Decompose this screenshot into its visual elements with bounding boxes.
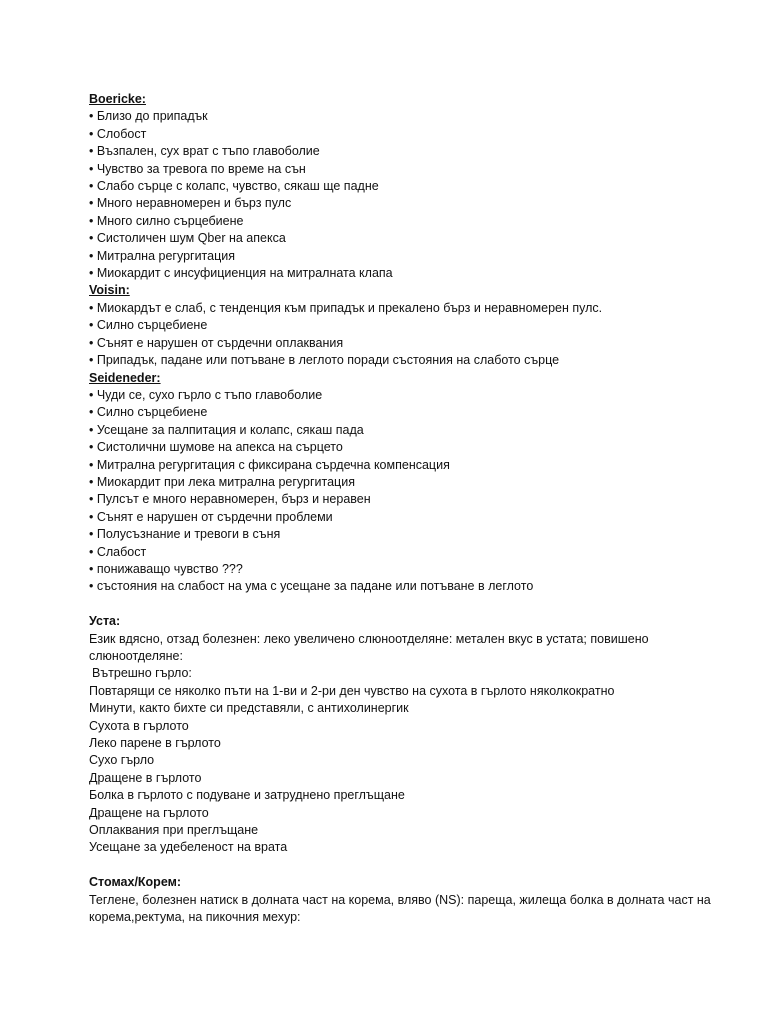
list-item: • Усещане за палпитация и колапс, сякаш пада <box>89 422 364 437</box>
list-item: • Сънят е нарушен от сърдечни оплаквания <box>89 335 344 350</box>
list-item: • Чувство за тревога по време на сън <box>89 161 306 176</box>
list-item: • Сънят е нарушен от сърдечни проблеми <box>89 509 333 524</box>
text-line: Сухо гърло <box>89 753 155 768</box>
text-line: Усещане за удебеленост на врата <box>89 840 288 855</box>
list-item: • Миокардит при лека митрална регургитация <box>89 474 355 489</box>
list-item: • Силно сърцебиене <box>89 318 208 333</box>
section-heading-voisin: Voisin: <box>89 283 130 298</box>
list-item: • Миокардът е слаб, с тенденция към припадък и прекалено бърз и неравномерен пулс. <box>89 300 603 315</box>
list-item: • Много неравномерен и бърз пулс <box>89 196 292 211</box>
list-item: • Полусъзнание и тревоги в съня <box>89 527 281 542</box>
list-item: • Миокардит с инсуфициенция на митралната клапа <box>89 266 393 281</box>
list-item: • състояния на слабост на ума с усещане за падане или потъване в леглото <box>89 579 534 594</box>
list-item: • Близо до припадък <box>89 109 208 124</box>
boericke-list <box>89 108 729 282</box>
list-item: • Систоличен шум Qber на апекса <box>89 231 286 246</box>
list-item: • Припадък, падане или потъване в леглото поради състояния на слабото сърце <box>89 353 560 368</box>
list-item: • Слабост <box>89 544 147 559</box>
seideneder-list <box>89 387 729 596</box>
spacer <box>89 596 729 613</box>
text-line: Сухота в гърлото <box>89 718 189 733</box>
section-heading-boericke: Boericke: <box>89 92 146 106</box>
document-body <box>89 91 729 926</box>
voisin-list <box>89 300 729 370</box>
text-line: Дращене на гърлото <box>89 805 209 820</box>
list-item: • Много силно сърцебиене <box>89 213 244 228</box>
list-item: • Силно сърцебиене <box>89 405 208 420</box>
list-item: • Пулсът е много неравномерен, бърз и неравен <box>89 492 371 507</box>
list-item: • Слобост <box>89 126 147 141</box>
text-line: Дращене в гърлото <box>89 770 202 785</box>
text-line: Леко парене в гърлото <box>89 736 221 751</box>
list-item: • Митрална регургитация с фиксирана сърдечна компенсация <box>89 457 450 472</box>
throat-subheading: Вътрешно гърло: <box>92 666 192 681</box>
stomach-paragraph: Теглене, болезнен натиск в долната част на корема, вляво (NS): пареща, жилеща болка в долната част на корема,ректума, на пикочния мехур: <box>89 892 711 925</box>
section-heading-seideneder: Seideneder: <box>89 370 161 385</box>
section-heading-stomach: Стомах/Корем: <box>89 875 182 890</box>
text-line: Болка в гърлото с подуване и затруднено преглъщане <box>89 788 405 803</box>
text-line: Повтарящи се няколко пъти на 1-ви и 2-ри ден чувство на сухота в гърлото няколкократно <box>89 683 615 698</box>
mouth-paragraph: Език вдясно, отзад болезнен: леко увеличено слюноотделяне: метален вкус в устата; повишено слюноотделяне: <box>89 631 649 663</box>
spacer <box>89 857 729 874</box>
list-item: • Слабо сърце с колапс, чувство, сякаш ще падне <box>89 179 379 194</box>
text-line: Оплаквания при преглъщане <box>89 823 259 838</box>
list-item: • Систолични шумове на апекса на сърцето <box>89 440 343 455</box>
section-heading-mouth: Уста: <box>89 614 121 629</box>
list-item: • Митрална регургитация <box>89 248 236 263</box>
list-item: • Възпален, сух врат с тъпо главоболие <box>89 144 320 159</box>
list-item: • понижаващо чувство ??? <box>89 561 243 576</box>
throat-lines <box>89 683 729 857</box>
list-item: • Чуди се, сухо гърло с тъпо главоболие <box>89 387 323 402</box>
text-line: Минути, както бихте си представяли, с антихолинергик <box>89 701 409 716</box>
